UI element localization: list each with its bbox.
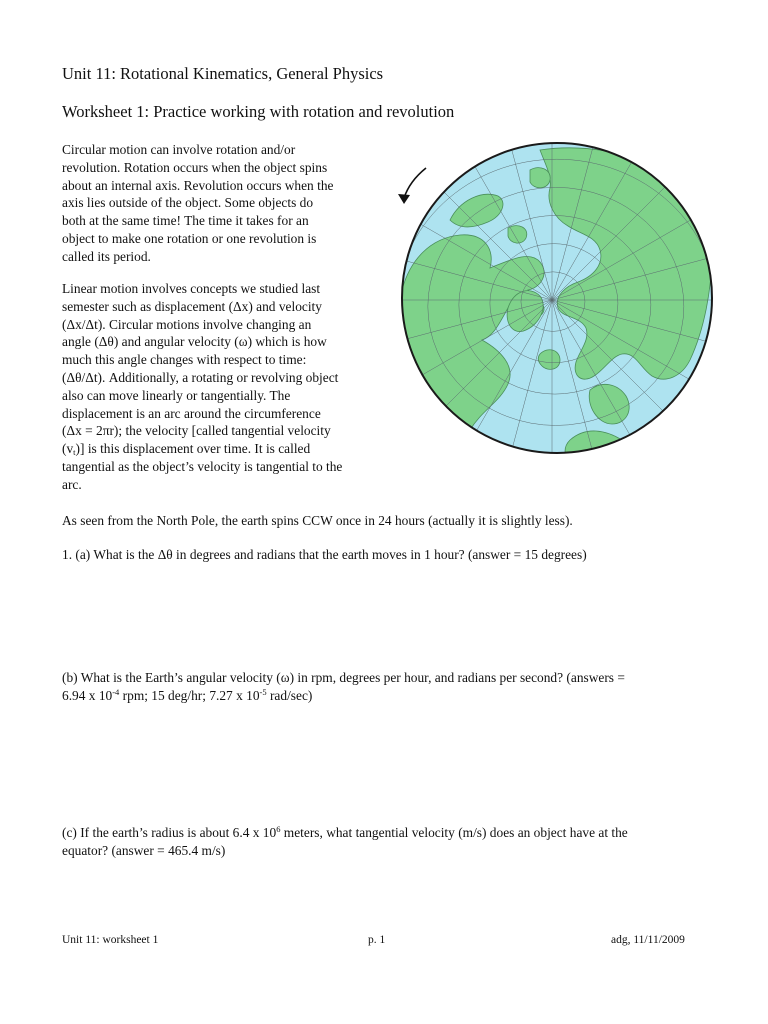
north-pole-globe-figure bbox=[390, 140, 730, 500]
q1b-text: 6.94 x 10 bbox=[62, 687, 113, 703]
worksheet-subtitle: Worksheet 1: Practice working with rotation and revolution bbox=[62, 102, 455, 121]
intro-line: object to make one rotation or one revolution is bbox=[62, 230, 317, 246]
linear-line: displacement is an arc around the circumference bbox=[62, 405, 321, 421]
q1c-text: (c) If the earth’s radius is about 6.4 x 10 bbox=[62, 825, 277, 840]
linear-line: tangential as the object’s velocity is tangential to the bbox=[62, 458, 343, 474]
q1b-exponent: -5 bbox=[259, 686, 267, 697]
linear-line: also can move linearly or tangentially. The bbox=[62, 387, 291, 403]
linear-line: (Δx = 2πr); the velocity [called tangential velocity bbox=[62, 423, 331, 439]
question-1b-line1: (b) What is the Earth’s angular velocity (ω) in rpm, degrees per hour, and radians per second? (answers = bbox=[62, 670, 625, 685]
ccw-arrow-icon bbox=[398, 168, 426, 204]
footer-right: adg, 11/11/2009 bbox=[611, 934, 685, 946]
page-title: Unit 11: Rotational Kinematics, General Physics bbox=[62, 64, 384, 83]
linear-line: (Δx/Δt). Circular motions involve changing an bbox=[62, 316, 312, 332]
footer-left: Unit 11: worksheet 1 bbox=[62, 934, 159, 946]
vt-close: )] bbox=[75, 441, 88, 457]
q1b-text: rpm; 15 deg/hr; 7.27 x 10 bbox=[119, 687, 260, 703]
q1c-text: meters, what tangential velocity (m/s) does an object have at the bbox=[280, 825, 628, 840]
linear-line: angle (Δθ) and angular velocity (ω) which is how bbox=[62, 334, 327, 350]
linear-line bbox=[62, 440, 384, 458]
question-1b bbox=[62, 669, 712, 705]
q1c-exponent: 6 bbox=[276, 824, 281, 834]
intro-line: axis lies outside of the object. Some objects do bbox=[62, 195, 314, 211]
question-1a: 1. (a) What is the Δθ in degrees and radians that the earth moves in 1 hour? (answer = 15 degrees) bbox=[62, 547, 587, 562]
vt-subscript: t bbox=[73, 447, 76, 458]
intro-line: both at the same time! The time it takes for an bbox=[62, 213, 309, 229]
question-1c bbox=[62, 824, 712, 860]
linear-line-text: is this displacement over time. It is called bbox=[87, 441, 311, 457]
linear-motion-paragraph bbox=[62, 280, 384, 494]
vt-open: (v bbox=[62, 441, 74, 457]
intro-line: about an internal axis. Revolution occurs when the bbox=[62, 177, 334, 193]
north-pole-statement: As seen from the North Pole, the earth spins CCW once in 24 hours (actually it is slightly less). bbox=[62, 513, 573, 528]
footer-page-number: p. 1 bbox=[368, 934, 386, 946]
question-1c-line1 bbox=[62, 824, 712, 842]
intro-paragraph bbox=[62, 141, 384, 266]
linear-line: (Δθ/Δt). Additionally, a rotating or revolving object bbox=[62, 369, 339, 385]
linear-line: semester such as displacement (Δx) and velocity bbox=[62, 298, 322, 314]
question-1b-line2 bbox=[62, 687, 712, 705]
intro-line: revolution. Rotation occurs when the object spins bbox=[62, 159, 328, 175]
intro-line: Circular motion can involve rotation and/or bbox=[62, 142, 296, 157]
question-1c-line2: equator? (answer = 465.4 m/s) bbox=[62, 842, 226, 858]
intro-line: called its period. bbox=[62, 248, 151, 264]
q1b-text: rad/sec) bbox=[266, 687, 313, 703]
globe-svg bbox=[390, 140, 730, 500]
linear-line: much this angle changes with respect to time: bbox=[62, 352, 307, 368]
q1b-exponent: -4 bbox=[112, 686, 120, 697]
linear-line: Linear motion involves concepts we studied last bbox=[62, 281, 321, 296]
linear-line: arc. bbox=[62, 476, 82, 492]
